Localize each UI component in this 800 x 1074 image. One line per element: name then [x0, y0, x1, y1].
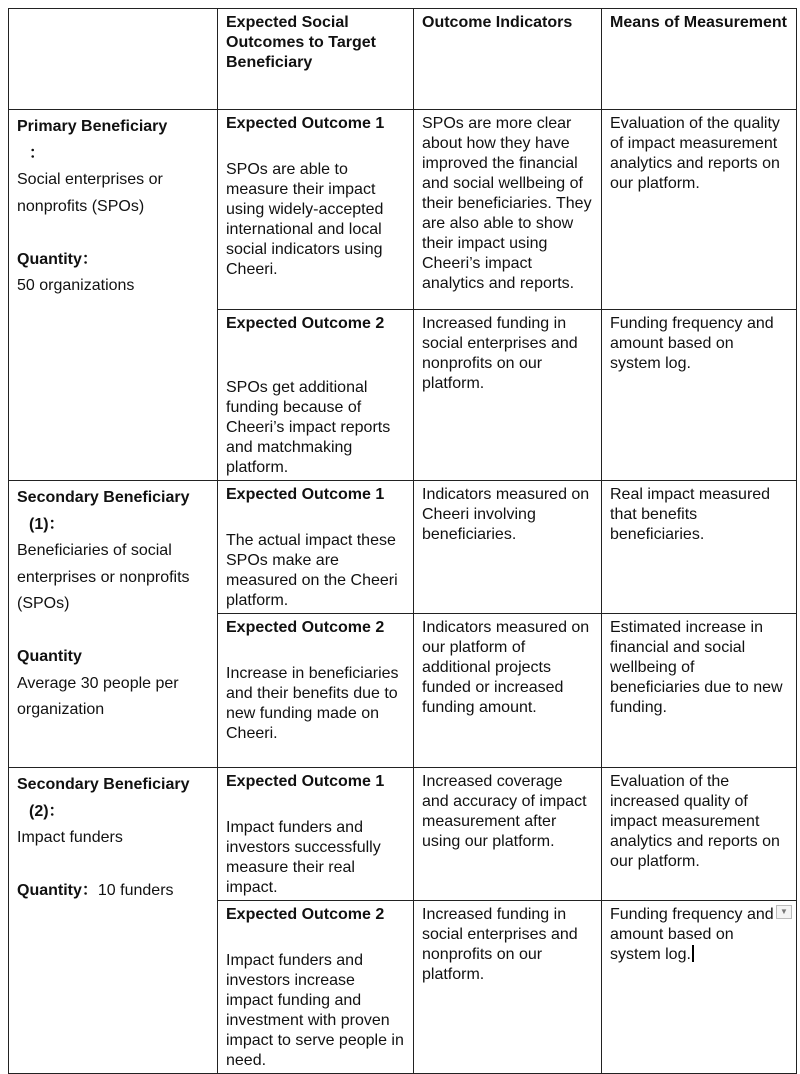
outcome-title: Expected Outcome 1 — [226, 115, 385, 132]
indicator-cell[interactable]: Increased funding in social enterprises and nonprofits on our platform. — [414, 310, 602, 481]
outcome-cell[interactable] — [218, 110, 414, 310]
text-cursor — [692, 945, 694, 962]
beneficiary-title-suffix: (1)： — [29, 515, 65, 533]
header-means-of-measurement[interactable]: Means of Measurement — [602, 9, 797, 110]
outcome-cell[interactable] — [218, 614, 414, 768]
indicator-cell[interactable]: Increased coverage and accuracy of impact measurement after using our platform. — [414, 768, 602, 901]
header-empty-cell[interactable] — [9, 9, 218, 110]
indicator-cell[interactable]: Indicators measured on our platform of additional projects funded or increased funding amount. — [414, 614, 602, 768]
outcome-cell[interactable] — [218, 481, 414, 614]
outcome-text: Increase in beneficiaries and their benefits due to new funding made on Cheeri. — [226, 665, 399, 742]
measurement-cell-active[interactable] — [602, 901, 797, 1074]
beneficiary-title-suffix: (2)： — [29, 802, 65, 820]
header-expected-outcomes[interactable]: Expected Social Outcomes to Target Beneficiary — [218, 9, 414, 110]
outcome-text: SPOs are able to measure their impact using widely-accepted international and local social indicators using Cheeri. — [226, 161, 384, 278]
quantity-value: 10 funders — [97, 882, 174, 899]
outcome-title: Expected Outcome 2 — [226, 315, 385, 332]
beneficiary-title-suffix: ： — [29, 144, 46, 162]
beneficiary-description: Impact funders — [17, 829, 123, 846]
outcome-text: Impact funders and investors increase impact funding and investment with proven impact to serve people in need. — [226, 952, 404, 1069]
quantity-label: Quantity： — [17, 250, 98, 268]
beneficiary-title: Primary Beneficiary — [17, 118, 168, 135]
beneficiary-description: Beneficiaries of social enterprises or nonprofits (SPOs) — [17, 542, 190, 612]
outcome-cell[interactable] — [218, 310, 414, 481]
outcome-title: Expected Outcome 2 — [226, 906, 385, 923]
chevron-down-icon[interactable]: ▼ — [776, 905, 792, 919]
table-row — [9, 481, 797, 614]
table-row — [9, 768, 797, 901]
indicator-cell[interactable]: Indicators measured on Cheeri involving beneficiaries. — [414, 481, 602, 614]
measurement-text: Funding frequency and amount based on system log. — [610, 906, 774, 963]
quantity-value: 50 organizations — [17, 277, 135, 294]
indicator-cell[interactable]: Increased funding in social enterprises and nonprofits on our platform. — [414, 901, 602, 1074]
beneficiary-title: Secondary Beneficiary — [17, 776, 190, 793]
outcome-title: Expected Outcome 1 — [226, 773, 385, 790]
outcome-title: Expected Outcome 1 — [226, 486, 385, 503]
measurement-cell[interactable]: Estimated increase in financial and social wellbeing of beneficiaries due to new funding. — [602, 614, 797, 768]
outcome-text: The actual impact these SPOs make are measured on the Cheeri platform. — [226, 532, 398, 609]
outcome-cell[interactable] — [218, 901, 414, 1074]
beneficiary-cell-secondary-2[interactable] — [9, 768, 218, 1074]
beneficiary-title: Secondary Beneficiary — [17, 489, 190, 506]
measurement-cell[interactable]: Evaluation of the quality of impact measurement analytics and reports on our platform. — [602, 110, 797, 310]
indicator-cell[interactable]: SPOs are more clear about how they have improved the financial and social wellbeing of their beneficiaries. They are also able to show their impact using Cheeri’s impact analytics and reports. — [414, 110, 602, 310]
outcome-text: Impact funders and investors successfully measure their real impact. — [226, 819, 381, 896]
measurement-cell[interactable]: Funding frequency and amount based on system log. — [602, 310, 797, 481]
outcome-title: Expected Outcome 2 — [226, 619, 385, 636]
quantity-label: Quantity — [17, 648, 82, 665]
table-row — [9, 110, 797, 310]
beneficiary-cell-secondary-1[interactable] — [9, 481, 218, 768]
measurement-cell[interactable]: Real impact measured that benefits beneficiaries. — [602, 481, 797, 614]
outcome-text: SPOs get additional funding because of Cheeri’s impact reports and matchmaking platform. — [226, 379, 391, 476]
quantity-label: Quantity： — [17, 882, 98, 899]
quantity-value: Average 30 people per organization — [17, 674, 179, 718]
outcomes-table — [8, 8, 797, 1074]
beneficiary-description: Social enterprises or nonprofits (SPOs) — [17, 171, 163, 215]
header-row — [9, 9, 797, 110]
beneficiary-cell-primary[interactable] — [9, 110, 218, 481]
measurement-cell[interactable]: Evaluation of the increased quality of impact measurement analytics and reports on our platform. — [602, 768, 797, 901]
header-outcome-indicators[interactable]: Outcome Indicators — [414, 9, 602, 110]
outcome-cell[interactable] — [218, 768, 414, 901]
